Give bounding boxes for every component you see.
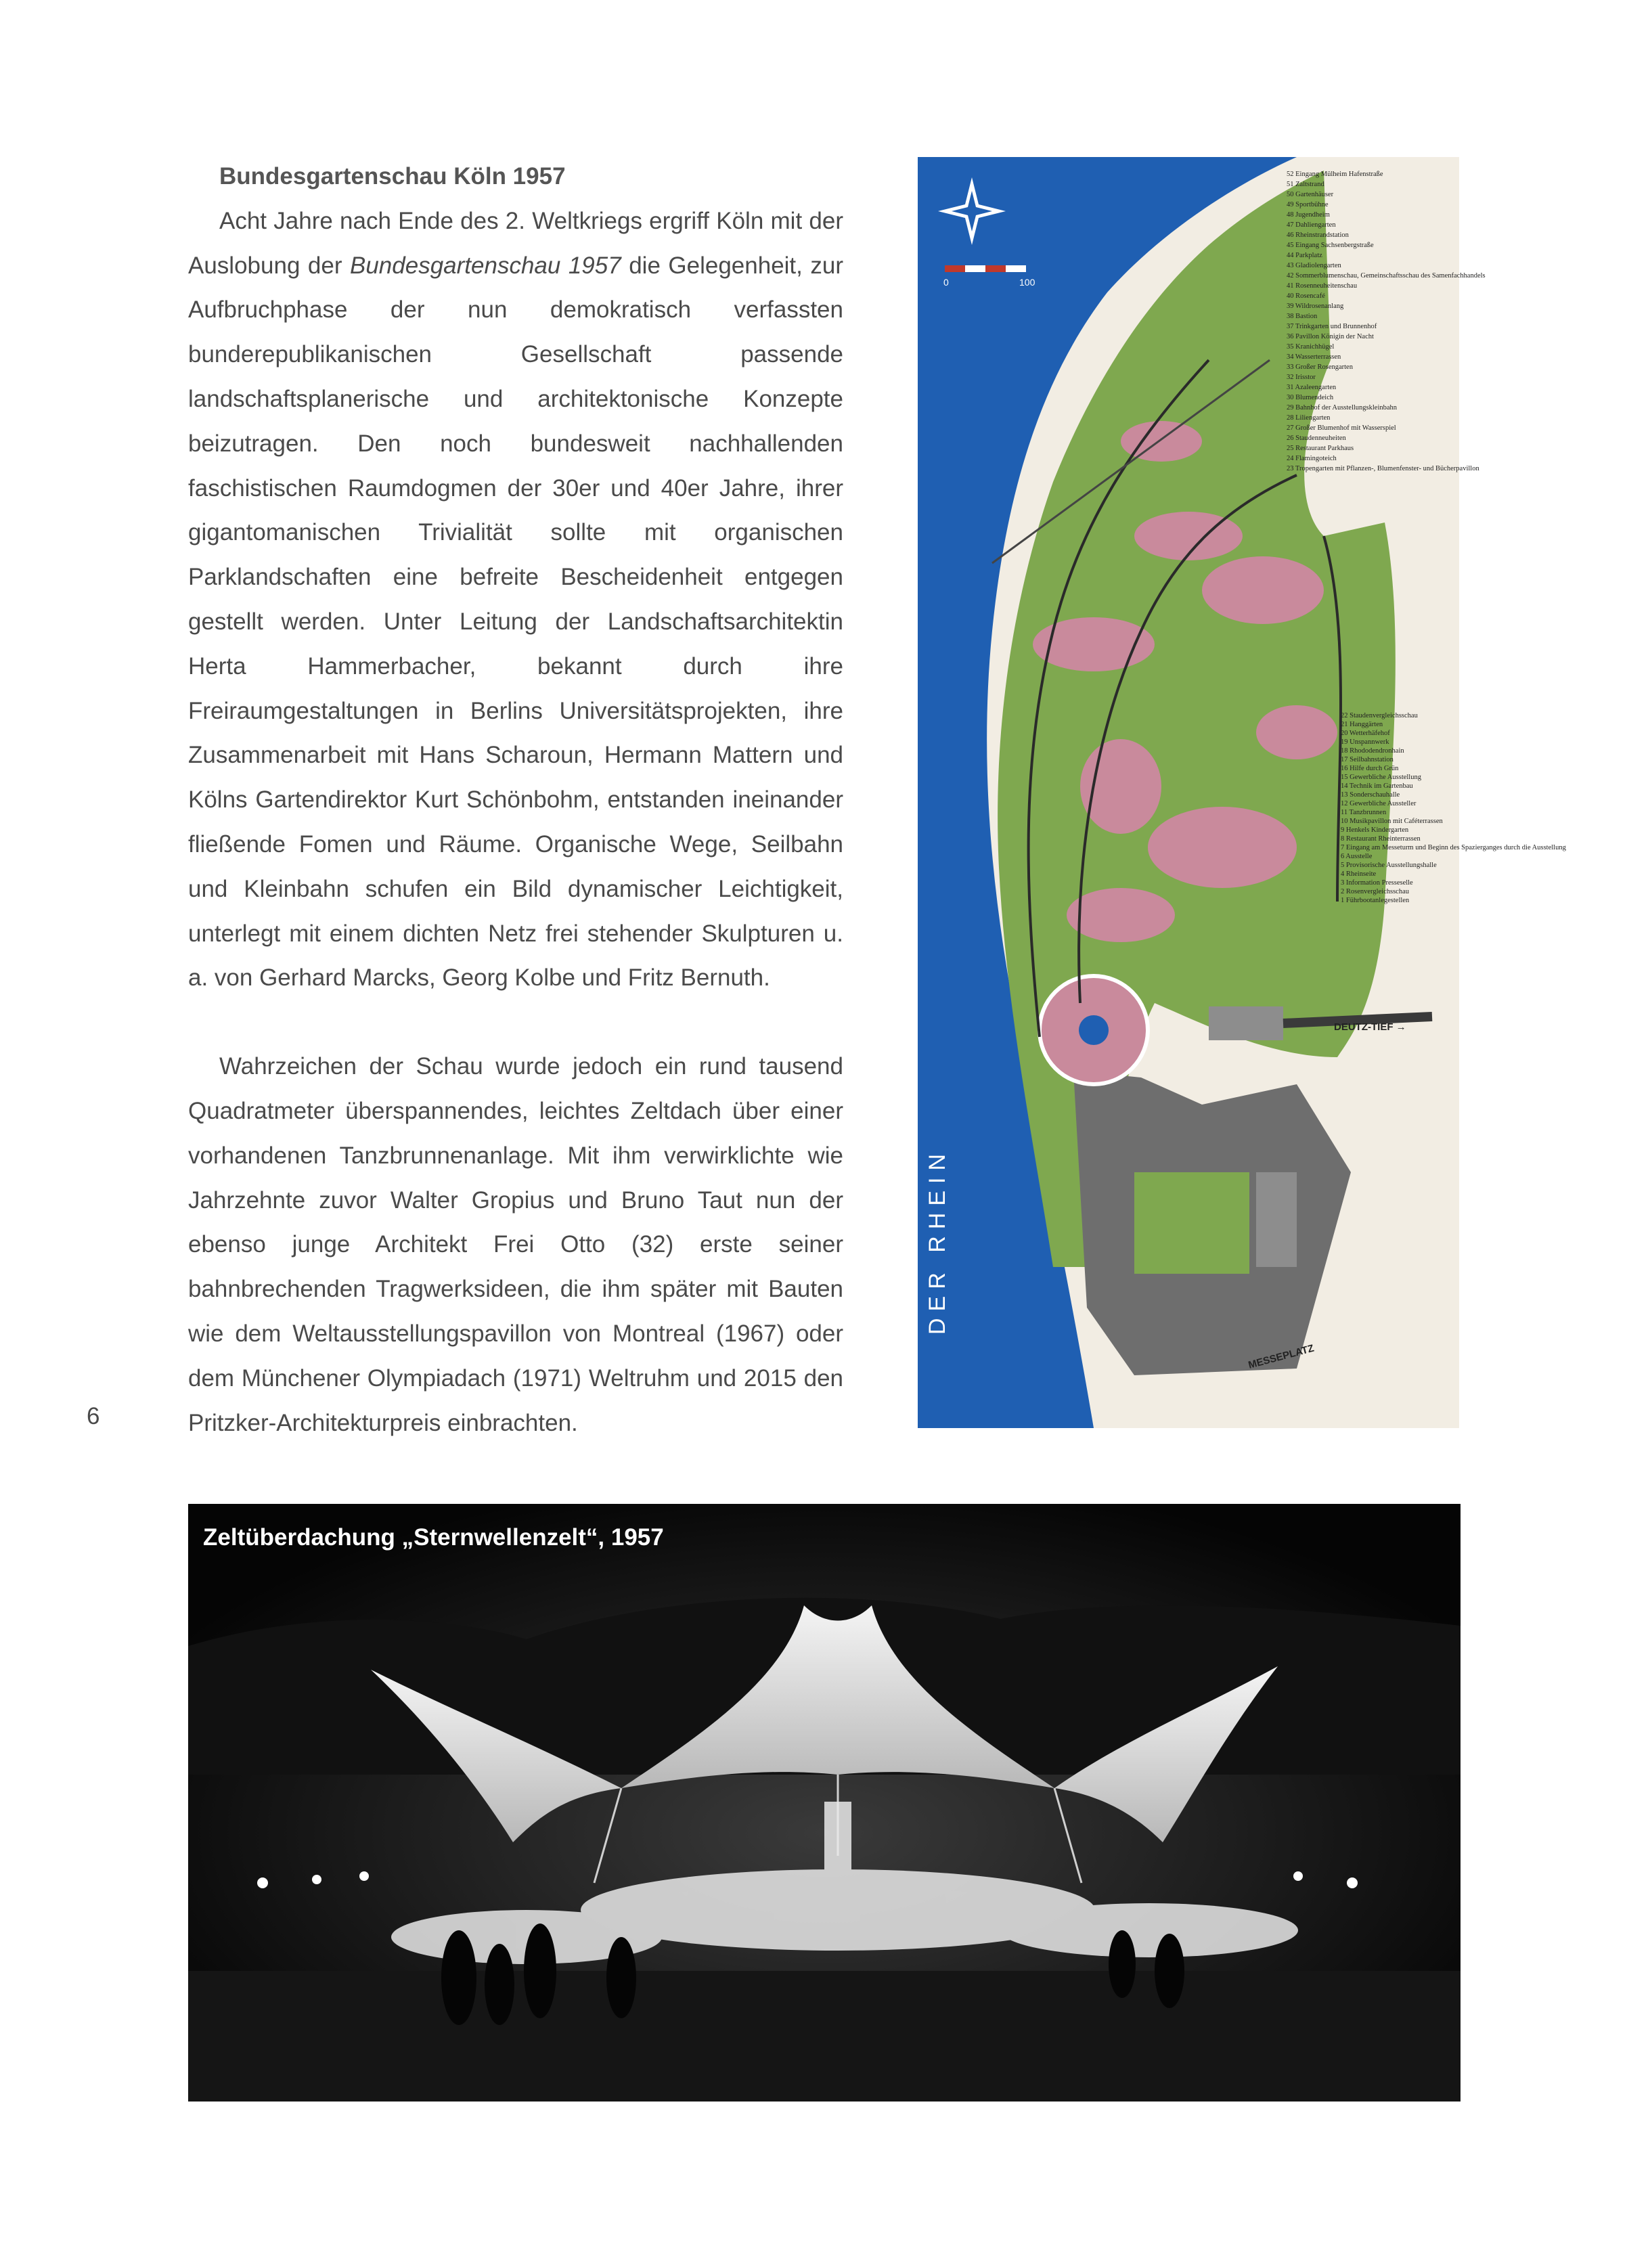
map-legend-item: 4 Rheinseite (1341, 870, 1377, 878)
park-map-image (918, 157, 1566, 1428)
tent-roof-photo (188, 1504, 1461, 2102)
map-legend-item: 33 Großer Rosengarten (1287, 363, 1353, 371)
map-legend-item: 14 Technik im Gartenbau (1341, 782, 1413, 790)
river-label: DER RHEIN (924, 1147, 950, 1335)
map-legend-item: 50 Gartenhäuser (1287, 191, 1334, 198)
map-legend-item: 28 Liliengarten (1287, 414, 1331, 422)
map-legend-item: 16 Hilfe durch Grün (1341, 765, 1399, 772)
map-legend-item: 21 Hanggärten (1341, 721, 1383, 728)
map-legend-item: 18 Rhododendronhain (1341, 747, 1404, 755)
article-heading: Bundesgartenschau Köln 1957 (219, 163, 566, 190)
map-legend-item: 20 Wetterhäfehof (1341, 730, 1390, 737)
map-legend-item: 22 Staudenvergleichsschau (1341, 712, 1418, 719)
map-legend-item: 49 Sportbühne (1287, 201, 1329, 208)
map-legend-item: 44 Parkplatz (1287, 252, 1322, 259)
park-map-illustration (918, 157, 1566, 1428)
map-legend-item: 39 Wildrosenanlang (1287, 303, 1344, 310)
map-legend-item: 37 Trinkgarten und Brunnenhof (1287, 323, 1377, 330)
map-legend-item: 41 Rosenneuheitenschau (1287, 282, 1358, 290)
map-legend-item: 31 Azaleengarten (1287, 384, 1337, 391)
map-legend-item: 47 Dahliengarten (1287, 221, 1336, 229)
map-legend-item: 23 Tropengarten mit Pflanzen-, Blumenfenster- und Bücherpavillon (1287, 465, 1479, 472)
photo-caption: Zeltüberdachung „Sternwellenzelt“, 1957 (203, 1524, 664, 1551)
map-legend-item: 11 Tanzbrunnen (1341, 809, 1387, 816)
parking-area (1209, 1006, 1283, 1040)
map-legend-item: 43 Gladiolengarten (1287, 262, 1341, 269)
fair-courtyard (1134, 1172, 1249, 1274)
map-legend-item: 12 Gewerbliche Aussteller (1341, 800, 1417, 807)
map-legend-item: 48 Jugendheim (1287, 211, 1330, 219)
map-legend-item: 7 Eingang am Messeturm und Beginn des Spazierganges durch die Ausstellung (1341, 844, 1566, 851)
article-paragraph-2 (188, 1044, 843, 1445)
paragraph-1-part-a: Acht Jahre nach Ende des 2. Weltkriegs ergriff Köln mit der Auslobung der (188, 207, 843, 279)
map-legend-item: 1 Führbootanlegestellen (1341, 897, 1410, 904)
foreground-ground (188, 1971, 1461, 2102)
messeplatz-label: MESSEPLATZ (1247, 1342, 1316, 1371)
map-legend-item: 8 Restaurant Rheinterrassen (1341, 835, 1421, 843)
map-legend-item: 29 Bahnhof der Ausstellungskleinbahn (1287, 404, 1398, 412)
paragraph-2-text: Wahrzeichen der Schau wurde jedoch ein rund tausend Quadratmeter überspannendes, leichtes Zeltdach über einer vorhandenen Tanzbrunnenanlage. Mit ihm verwirklichte wie Jahrzehnte zuvor Walter Gropius und Bruno Taut nun der ebenso junge Architekt Frei Otto (32) erste seiner bahnbrechenden Tragwerksideen, die ihm später mit Bauten wie dem Weltausstellungspavillon von Montreal (1967) oder dem Münchener Olympiadach (1971) Weltruhm und 2015 den Pritzker-Architekturpreis einbrachten. (188, 1053, 843, 1436)
map-legend-item: 24 Flamingoteich (1287, 455, 1337, 462)
tent-photo-illustration (188, 1504, 1461, 2102)
map-legend-item: 19 Unspannwerk (1341, 738, 1389, 746)
map-legend-item: 26 Staudenneuheiten (1287, 435, 1346, 442)
map-legend-item: 38 Bastion (1287, 313, 1318, 320)
map-legend-item: 15 Gewerbliche Ausstellung (1341, 774, 1421, 781)
map-legend-item: 52 Eingang Mülheim Hafenstraße (1287, 171, 1383, 178)
map-legend-item: 40 Rosencafé (1287, 292, 1325, 300)
scale-label-0: 0 (943, 277, 949, 288)
map-legend-item: 2 Rosenvergleichsschau (1341, 888, 1409, 895)
map-legend-item: 3 Information Presseselle (1341, 879, 1413, 887)
map-legend-item: 9 Henkels Kindergarten (1341, 826, 1409, 834)
map-legend-item: 27 Großer Blumenhof mit Wasserspiel (1287, 424, 1396, 432)
map-legend-item: 35 Kranichhügel (1287, 343, 1335, 351)
map-legend-item: 6 Ausstelle (1341, 853, 1373, 860)
article-column (188, 154, 843, 1445)
map-legend-item: 46 Rheinstrandstation (1287, 231, 1349, 239)
fountain-center (1079, 1015, 1109, 1045)
map-legend-item: 36 Pavillon Königin der Nacht (1287, 333, 1374, 340)
scale-label-100: 100 (1019, 277, 1035, 288)
map-legend-item: 17 Seilbahnstation (1341, 756, 1394, 763)
map-legend-item: 51 Zaltstrand (1287, 181, 1324, 188)
map-legend-item: 34 Wasserterrassen (1287, 353, 1341, 361)
page-number: 6 (87, 1403, 100, 1429)
article-paragraph-1 (188, 199, 843, 1000)
paragraph-1-part-b: die Gelegenheit, zur Aufbruchphase der nun demokratisch verfassten bunderepublikanischen Gesellschaft passende landschaftsplanerische und architektonische Konzepte beizutragen. Den noch bundesweit nachhallenden faschistischen Raumdogmen der 30er und 40er Jahre, ihrer gigantomanischen Trivialität sollte mit organischen Parklandschaften eine befreite Bescheidenheit entgegen gestellt werden. Unter Leitung der Landschaftsarchitektin Herta Hammerbacher, bekannt durch ihre Freiraumgestaltungen in Berlins Universitätsprojekten, ihre Zusammenarbeit mit Hans Scharoun, Hermann Mattern und Kölns Gartendirektor Kurt Schönbohm, entstanden ineinander fließende Fomen und Räume. Organische Wege, Seilbahn und Kleinbahn schufen ein Bild dynamischer Leichtigkeit, unterlegt mit einem dichten Netz frei stehender Skulpturen u. a. von Gerhard Marcks, Georg Kolbe und Fritz Bernuth. (188, 252, 843, 992)
map-legend-item: 13 Sonderschauhalle (1341, 791, 1400, 799)
map-legend-item: 42 Sommerblumenschau, Gemeinschaftsschau des Samenfachhandels (1287, 272, 1486, 280)
map-legend-item: 5 Provisorische Ausstellungshalle (1341, 862, 1437, 869)
fair-hall (1256, 1172, 1297, 1267)
map-legend-item: 45 Eingang Sachsenbergstraße (1287, 242, 1374, 249)
map-legend-item: 30 Blumendeich (1287, 394, 1334, 401)
map-legend-item: 32 Irisstor (1287, 374, 1316, 381)
paragraph-1-italic: Bundesgartenschau 1957 (350, 252, 621, 279)
deutz-label: DEUTZ-TIEF → (1334, 1021, 1406, 1033)
map-legend-item: 25 Restaurant Parkhaus (1287, 445, 1354, 452)
map-legend-item: 10 Musikpavillon mit Caféterrassen (1341, 818, 1443, 825)
